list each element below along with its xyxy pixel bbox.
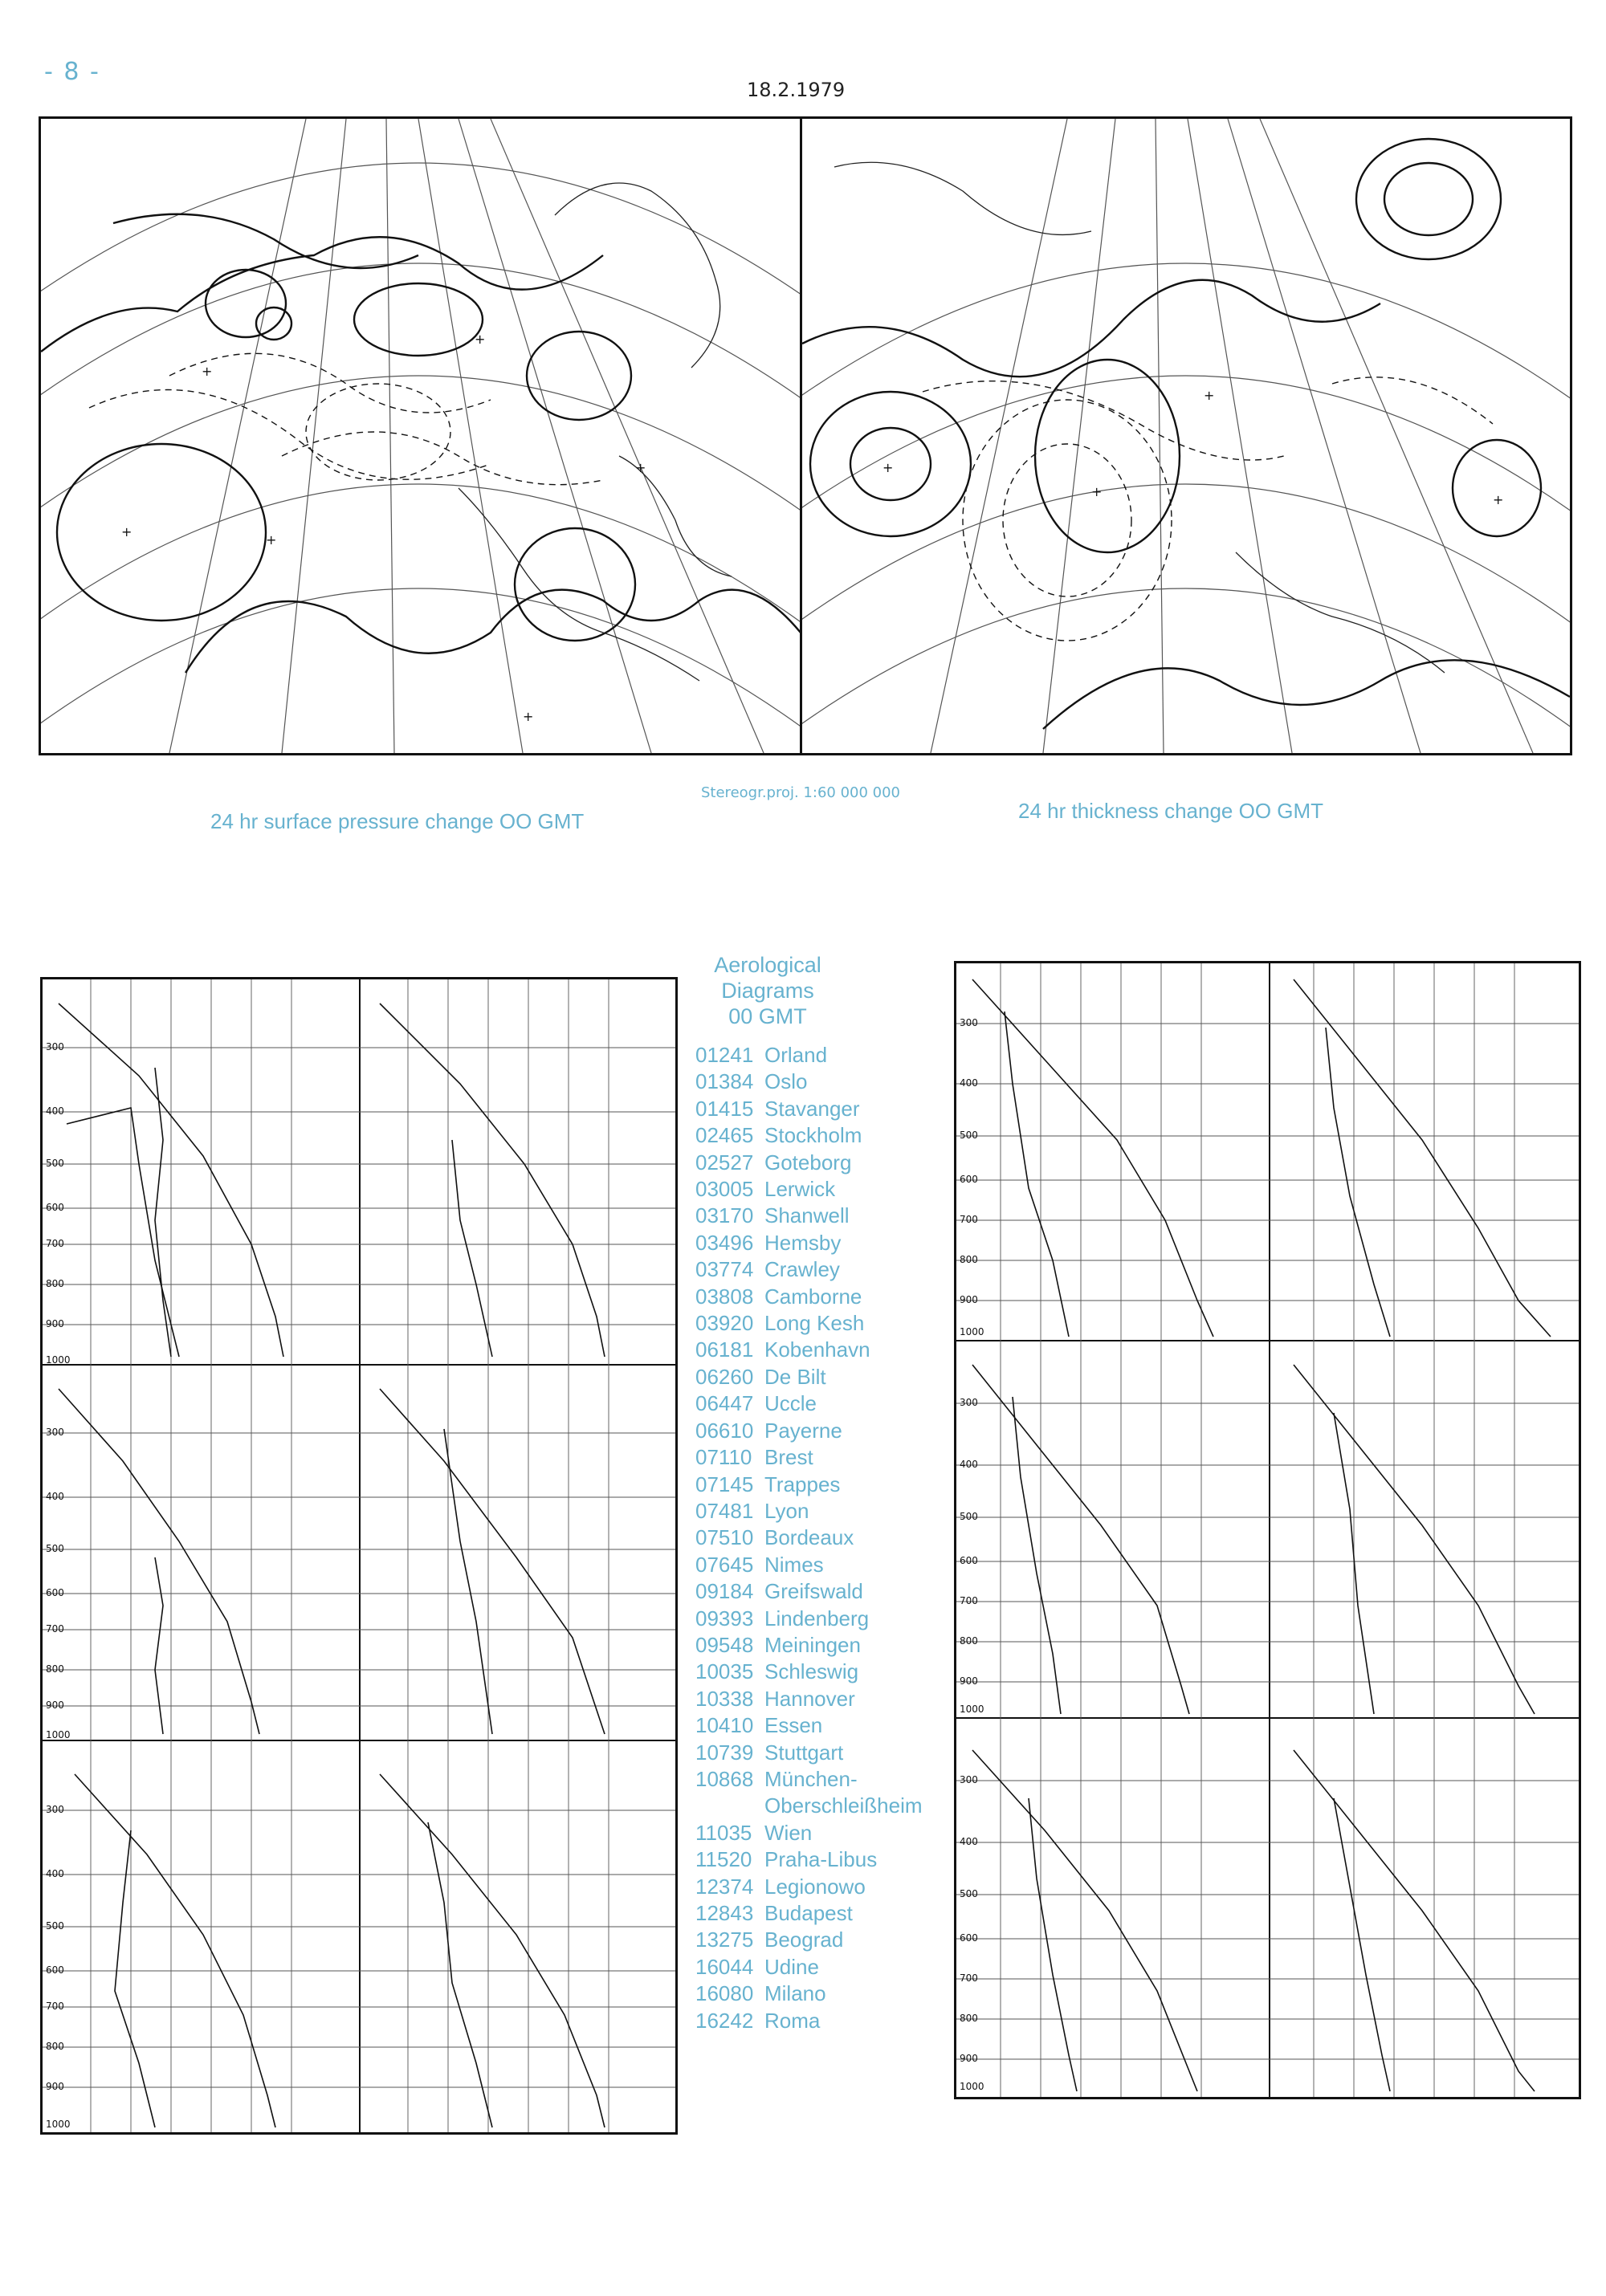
svg-text:500: 500	[46, 1920, 64, 1932]
station-name: Milano	[764, 1981, 826, 2006]
svg-text:600: 600	[46, 1587, 64, 1598]
svg-text:+: +	[202, 364, 213, 379]
svg-text:700: 700	[46, 1623, 64, 1634]
svg-text:700: 700	[46, 2001, 64, 2012]
station-row	[695, 1472, 923, 1498]
station-code: 10338	[695, 1686, 754, 1711]
station-name: Oslo	[764, 1069, 808, 1094]
station-row	[695, 1525, 923, 1551]
station-row	[695, 1364, 923, 1390]
svg-text:1000: 1000	[960, 2081, 984, 2092]
station-name: Crawley	[764, 1257, 840, 1282]
station-code: 12374	[695, 1874, 754, 1899]
svg-text:900: 900	[46, 1700, 64, 1711]
station-name: Hemsby	[764, 1230, 842, 1255]
station-name: Kobenhavn	[764, 1337, 870, 1362]
station-code: 03774	[695, 1257, 754, 1282]
station-row	[695, 1900, 923, 1927]
svg-text:600: 600	[960, 1174, 978, 1185]
station-code: 12843	[695, 1901, 754, 1925]
station-row	[695, 1418, 923, 1444]
svg-text:500: 500	[46, 1158, 64, 1169]
station-row	[695, 1150, 923, 1176]
page-number: - 8 -	[44, 58, 100, 86]
svg-text:400: 400	[46, 1491, 64, 1502]
svg-text:600: 600	[46, 1202, 64, 1213]
station-name: Schleswig	[764, 1659, 859, 1684]
svg-text:900: 900	[960, 1294, 978, 1305]
station-code: 02527	[695, 1150, 754, 1174]
station-row	[695, 1578, 923, 1605]
station-row	[695, 1122, 923, 1149]
svg-text:1000: 1000	[46, 1354, 71, 1366]
station-name: Bordeaux	[764, 1525, 854, 1550]
station-code: 06447	[695, 1391, 754, 1416]
station-row	[695, 1042, 923, 1069]
svg-text:+: +	[523, 709, 534, 724]
svg-text:+: +	[882, 460, 894, 475]
station-code: 03005	[695, 1177, 754, 1202]
svg-text:+: +	[266, 532, 277, 548]
aerological-diagrams-right	[954, 961, 1581, 2099]
station-row	[695, 1230, 923, 1256]
svg-text:700: 700	[960, 1595, 978, 1606]
svg-text:400: 400	[960, 1077, 978, 1089]
svg-text:+: +	[1091, 484, 1103, 499]
station-row	[695, 1444, 923, 1471]
station-code: 16242	[695, 2008, 754, 2033]
station-code: 06260	[695, 1364, 754, 1389]
station-name: Payerne	[764, 1418, 842, 1443]
left-map-caption: 24 hr surface pressure change OO GMT	[210, 809, 585, 833]
station-code: 07645	[695, 1552, 754, 1577]
svg-text:800: 800	[960, 1635, 978, 1647]
svg-text:+: +	[1204, 388, 1215, 403]
svg-text:900: 900	[46, 2081, 64, 2092]
station-code: 01415	[695, 1096, 754, 1121]
station-row	[695, 1874, 923, 1900]
surface-pressure-change-map	[39, 116, 803, 755]
station-row	[695, 2008, 923, 2034]
svg-text:1000: 1000	[960, 1704, 984, 1715]
legend-title-3: 00 GMT	[728, 1004, 807, 1028]
svg-text:800: 800	[46, 1278, 64, 1289]
station-name: Beograd	[764, 1928, 844, 1952]
station-name: Lerwick	[764, 1177, 836, 1202]
station-row	[695, 1740, 923, 1766]
station-name: Greifswald	[764, 1579, 863, 1604]
station-code: 09548	[695, 1632, 754, 1657]
station-row	[695, 1069, 923, 1095]
svg-text:500: 500	[46, 1543, 64, 1554]
station-row	[695, 1927, 923, 1953]
station-code: 01384	[695, 1069, 754, 1094]
station-code: 13275	[695, 1928, 754, 1952]
legend-title-2: Diagrams	[721, 979, 814, 1003]
station-code: 07481	[695, 1498, 754, 1523]
station-name: Camborne	[764, 1284, 862, 1309]
svg-text:1000: 1000	[46, 2119, 71, 2130]
station-code: 02465	[695, 1123, 754, 1148]
svg-text:500: 500	[960, 1130, 978, 1141]
station-name: Legionowo	[764, 1874, 866, 1899]
station-name: Wien	[764, 1820, 813, 1845]
thickness-change-map	[800, 116, 1572, 755]
aerological-diagrams-left	[40, 977, 678, 2135]
station-name: Goteborg	[764, 1150, 852, 1174]
station-row	[695, 1793, 923, 1819]
station-name: München-	[764, 1766, 858, 1791]
station-code: 03496	[695, 1230, 754, 1255]
station-row	[695, 1390, 923, 1417]
svg-text:900: 900	[46, 1318, 64, 1329]
station-code: 11520	[695, 1847, 752, 1872]
svg-text:900: 900	[960, 2053, 978, 2064]
station-name: Budapest	[764, 1901, 853, 1925]
station-row	[695, 1337, 923, 1363]
station-row	[695, 1820, 923, 1846]
station-name: Lindenberg	[764, 1606, 870, 1630]
svg-text:300: 300	[960, 1774, 978, 1785]
svg-text:500: 500	[960, 1888, 978, 1899]
station-code: 16044	[695, 1954, 754, 1979]
station-name: Shanwell	[764, 1203, 850, 1228]
station-code: 10868	[695, 1766, 754, 1791]
station-row	[695, 1686, 923, 1712]
svg-text:700: 700	[960, 1214, 978, 1225]
svg-text:+: +	[635, 460, 646, 475]
svg-text:400: 400	[46, 1105, 64, 1117]
station-row	[695, 1203, 923, 1229]
station-name: Essen	[764, 1713, 823, 1738]
svg-text:1000: 1000	[960, 1326, 984, 1337]
station-code: 07110	[695, 1445, 752, 1470]
station-row	[695, 1981, 923, 2007]
station-code: 09393	[695, 1606, 754, 1630]
station-code: 07145	[695, 1472, 754, 1496]
station-name: Lyon	[764, 1498, 809, 1523]
station-name: De Bilt	[764, 1364, 826, 1389]
station-name: Nimes	[764, 1552, 824, 1577]
svg-text:300: 300	[960, 1017, 978, 1028]
svg-text:+: +	[121, 524, 132, 539]
svg-text:400: 400	[46, 1868, 64, 1879]
station-code: 06181	[695, 1337, 754, 1362]
station-code: 03170	[695, 1203, 754, 1228]
station-row	[695, 1954, 923, 1981]
station-code: 16080	[695, 1981, 754, 2006]
station-row	[695, 1256, 923, 1283]
station-name: Brest	[764, 1445, 813, 1470]
station-code: 06610	[695, 1418, 754, 1443]
station-name: Long Kesh	[764, 1311, 865, 1336]
station-list	[695, 1042, 923, 2034]
station-name: Meiningen	[764, 1632, 861, 1657]
station-name: Oberschleißheim	[764, 1793, 923, 1818]
station-code: 10410	[695, 1713, 754, 1738]
station-row	[695, 1176, 923, 1203]
svg-text:800: 800	[46, 2041, 64, 2052]
svg-text:600: 600	[960, 1555, 978, 1566]
legend-title-1: Aerological	[714, 953, 821, 977]
svg-text:400: 400	[960, 1459, 978, 1470]
svg-text:400: 400	[960, 1836, 978, 1847]
station-code: 07510	[695, 1525, 754, 1550]
station-row	[695, 1284, 923, 1310]
svg-text:300: 300	[46, 1804, 64, 1815]
svg-text:800: 800	[960, 1254, 978, 1265]
station-code: 01241	[695, 1043, 754, 1067]
map-scale-note: Stereogr.proj. 1:60 000 000	[701, 784, 901, 801]
svg-text:1000: 1000	[46, 1729, 71, 1740]
station-name: Praha-Libus	[764, 1847, 878, 1872]
station-code: 03920	[695, 1311, 754, 1336]
station-code	[695, 1793, 764, 1819]
station-row	[695, 1498, 923, 1525]
station-row	[695, 1552, 923, 1578]
station-name: Orland	[764, 1043, 828, 1067]
station-row	[695, 1659, 923, 1685]
station-row	[695, 1632, 923, 1659]
station-name: Uccle	[764, 1391, 817, 1416]
station-row	[695, 1606, 923, 1632]
station-row	[695, 1096, 923, 1122]
station-row	[695, 1846, 923, 1873]
station-code: 11035	[695, 1820, 752, 1845]
station-code: 10739	[695, 1740, 754, 1765]
station-row	[695, 1310, 923, 1337]
svg-text:700: 700	[46, 1238, 64, 1249]
svg-text:800: 800	[960, 2013, 978, 2024]
station-name: Hannover	[764, 1686, 855, 1711]
station-name: Stuttgart	[764, 1740, 844, 1765]
svg-text:300: 300	[46, 1041, 64, 1052]
station-code: 09184	[695, 1579, 754, 1604]
station-code: 10035	[695, 1659, 754, 1684]
station-name: Udine	[764, 1954, 819, 1979]
station-name: Stockholm	[764, 1123, 862, 1148]
svg-text:700: 700	[960, 1972, 978, 1984]
station-name: Roma	[764, 2008, 821, 2033]
svg-text:600: 600	[960, 1932, 978, 1944]
station-code: 03808	[695, 1284, 754, 1309]
svg-text:+: +	[475, 332, 486, 347]
station-name: Trappes	[764, 1472, 841, 1496]
svg-text:300: 300	[46, 1427, 64, 1438]
station-row	[695, 1766, 923, 1793]
aerological-legend	[695, 952, 923, 2034]
svg-text:+: +	[1493, 492, 1504, 507]
svg-text:900: 900	[960, 1675, 978, 1687]
svg-text:600: 600	[46, 1964, 64, 1976]
date-heading: 18.2.1979	[747, 79, 846, 101]
right-map-caption: 24 hr thickness change OO GMT	[1018, 799, 1324, 823]
svg-text:500: 500	[960, 1511, 978, 1522]
station-name: Stavanger	[764, 1096, 860, 1121]
station-row	[695, 1712, 923, 1739]
svg-text:300: 300	[960, 1397, 978, 1408]
svg-text:800: 800	[46, 1663, 64, 1675]
